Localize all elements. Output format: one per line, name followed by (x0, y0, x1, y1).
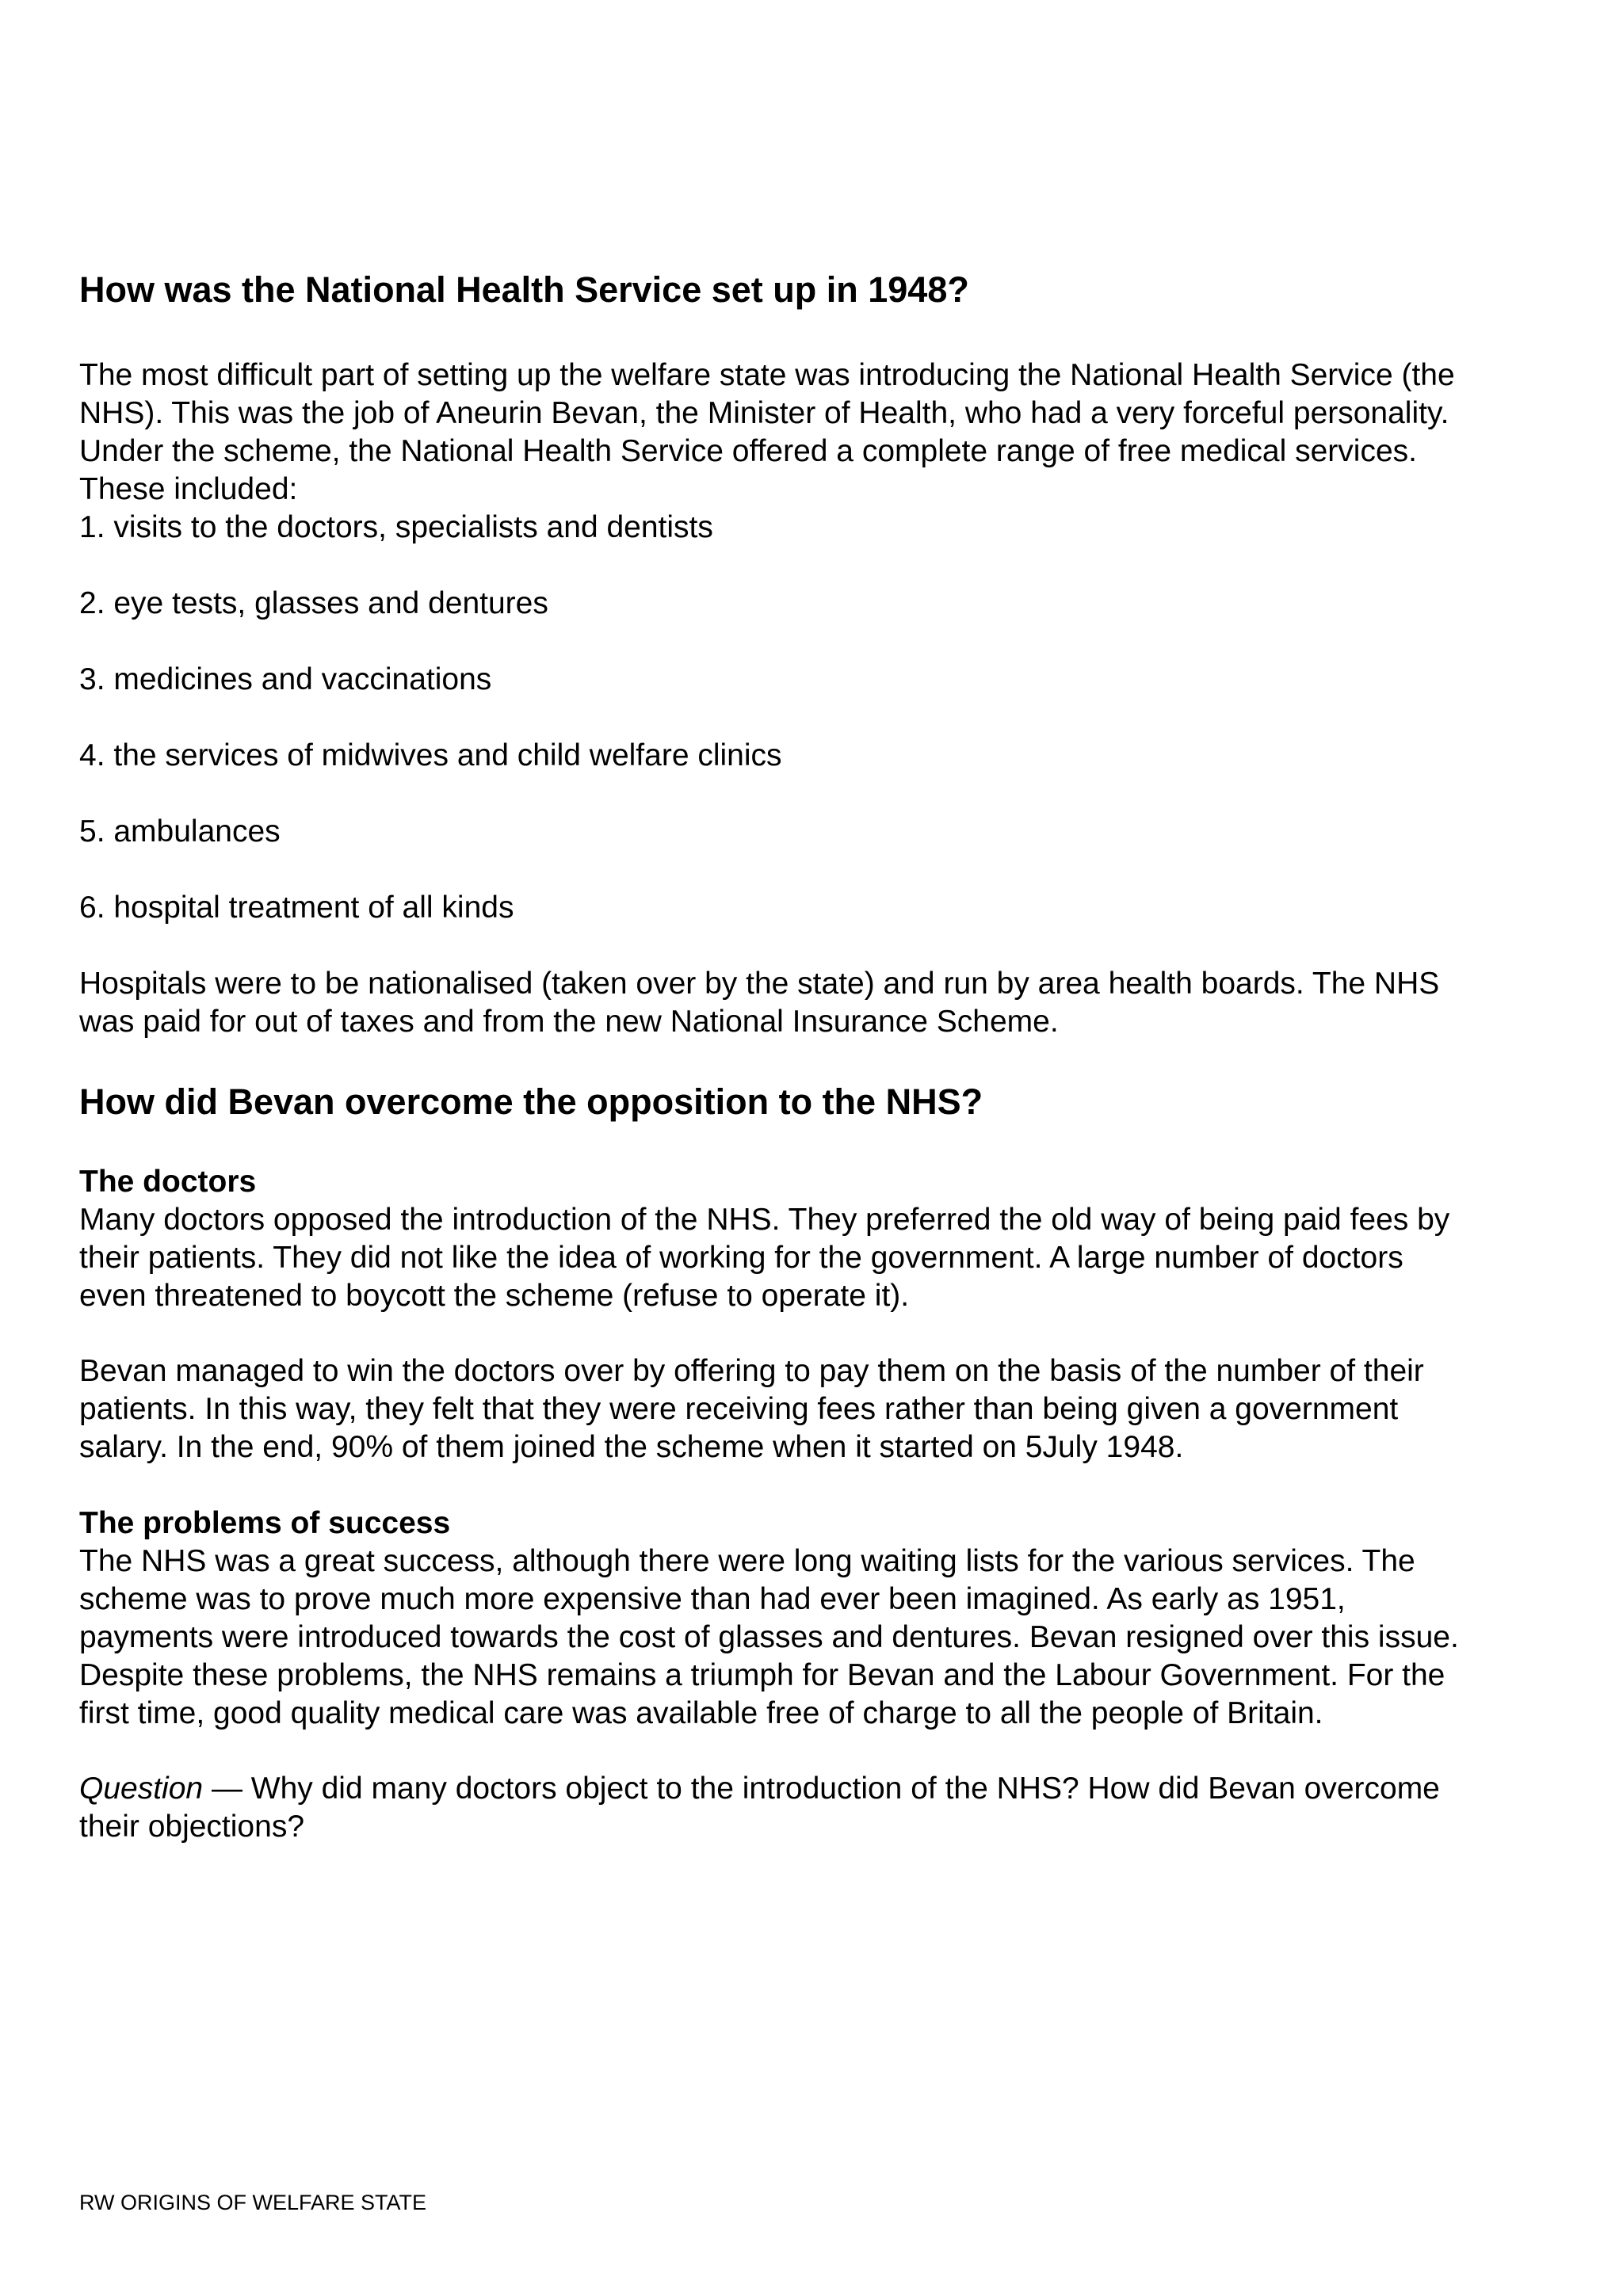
intro-paragraph (79, 357, 1569, 509)
funding-line: was paid for out of taxes and from the new National Insurance Scheme. (79, 1005, 1059, 1039)
subheading-doctors: The doctors (79, 1165, 257, 1199)
section-heading-nhs-setup: How was the National Health Service set up in 1948? (79, 269, 969, 310)
success-paragraph (79, 1543, 1569, 1733)
subheading-problems-of-success: The problems of success (79, 1506, 451, 1540)
question-line (79, 1770, 1569, 1808)
service-list-item: 5. ambulances (79, 814, 281, 849)
bevan-solution-line: Bevan managed to win the doctors over by offering to pay them on the basis of the number of their (79, 1354, 1424, 1388)
page-footer: RW ORIGINS OF WELFARE STATE (79, 2191, 427, 2214)
question-text: — Why did many doctors object to the introduction of the NHS? How did Bevan overcome (203, 1772, 1440, 1806)
doctors-line: Many doctors opposed the introduction of the NHS. They preferred the old way of being paid fees by (79, 1203, 1450, 1237)
service-list-item: 4. the services of midwives and child welfare clinics (79, 738, 782, 772)
section-heading-opposition: How did Bevan overcome the opposition to the NHS? (79, 1081, 983, 1122)
question-paragraph (79, 1770, 1569, 1846)
document-page (79, 0, 1569, 2296)
bevan-solution-paragraph (79, 1352, 1569, 1466)
success-line: Despite these problems, the NHS remains a triumph for Bevan and the Labour Government. For the (79, 1658, 1445, 1692)
question-label: Question (79, 1772, 204, 1806)
intro-line: The most difficult part of setting up the welfare state was introducing the National Health Service (the (79, 358, 1455, 392)
service-list-item: 6. hospital treatment of all kinds (79, 891, 514, 925)
service-list-item: 3. medicines and vaccinations (79, 662, 492, 696)
funding-paragraph (79, 965, 1569, 1041)
success-line: first time, good quality medical care was available free of charge to all the people of Britain. (79, 1696, 1323, 1730)
doctors-line: their patients. They did not like the idea of working for the government. A large number of doctors (79, 1241, 1403, 1275)
question-line: their objections? (79, 1810, 305, 1844)
bevan-solution-line: patients. In this way, they felt that they were receiving fees rather than being given a government (79, 1392, 1399, 1426)
service-list-item: 1. visits to the doctors, specialists and dentists (79, 510, 713, 544)
intro-line: NHS). This was the job of Aneurin Bevan, the Minister of Health, who had a very forceful personality. (79, 396, 1449, 430)
success-line: payments were introduced towards the cost of glasses and dentures. Bevan resigned over this issue. (79, 1620, 1459, 1654)
intro-line: These included: (79, 472, 298, 506)
doctors-paragraph (79, 1201, 1569, 1315)
service-list-item: 2. eye tests, glasses and dentures (79, 586, 548, 620)
success-line: The NHS was a great success, although there were long waiting lists for the various services. The (79, 1544, 1415, 1578)
doctors-line: even threatened to boycott the scheme (refuse to operate it). (79, 1279, 910, 1313)
success-line: scheme was to prove much more expensive than had ever been imagined. As early as 1951, (79, 1582, 1346, 1616)
intro-line: Under the scheme, the National Health Service offered a complete range of free medical services. (79, 434, 1417, 468)
funding-line: Hospitals were to be nationalised (taken over by the state) and run by area health boards. The NHS (79, 967, 1440, 1001)
bevan-solution-line: salary. In the end, 90% of them joined the scheme when it started on 5July 1948. (79, 1430, 1184, 1464)
